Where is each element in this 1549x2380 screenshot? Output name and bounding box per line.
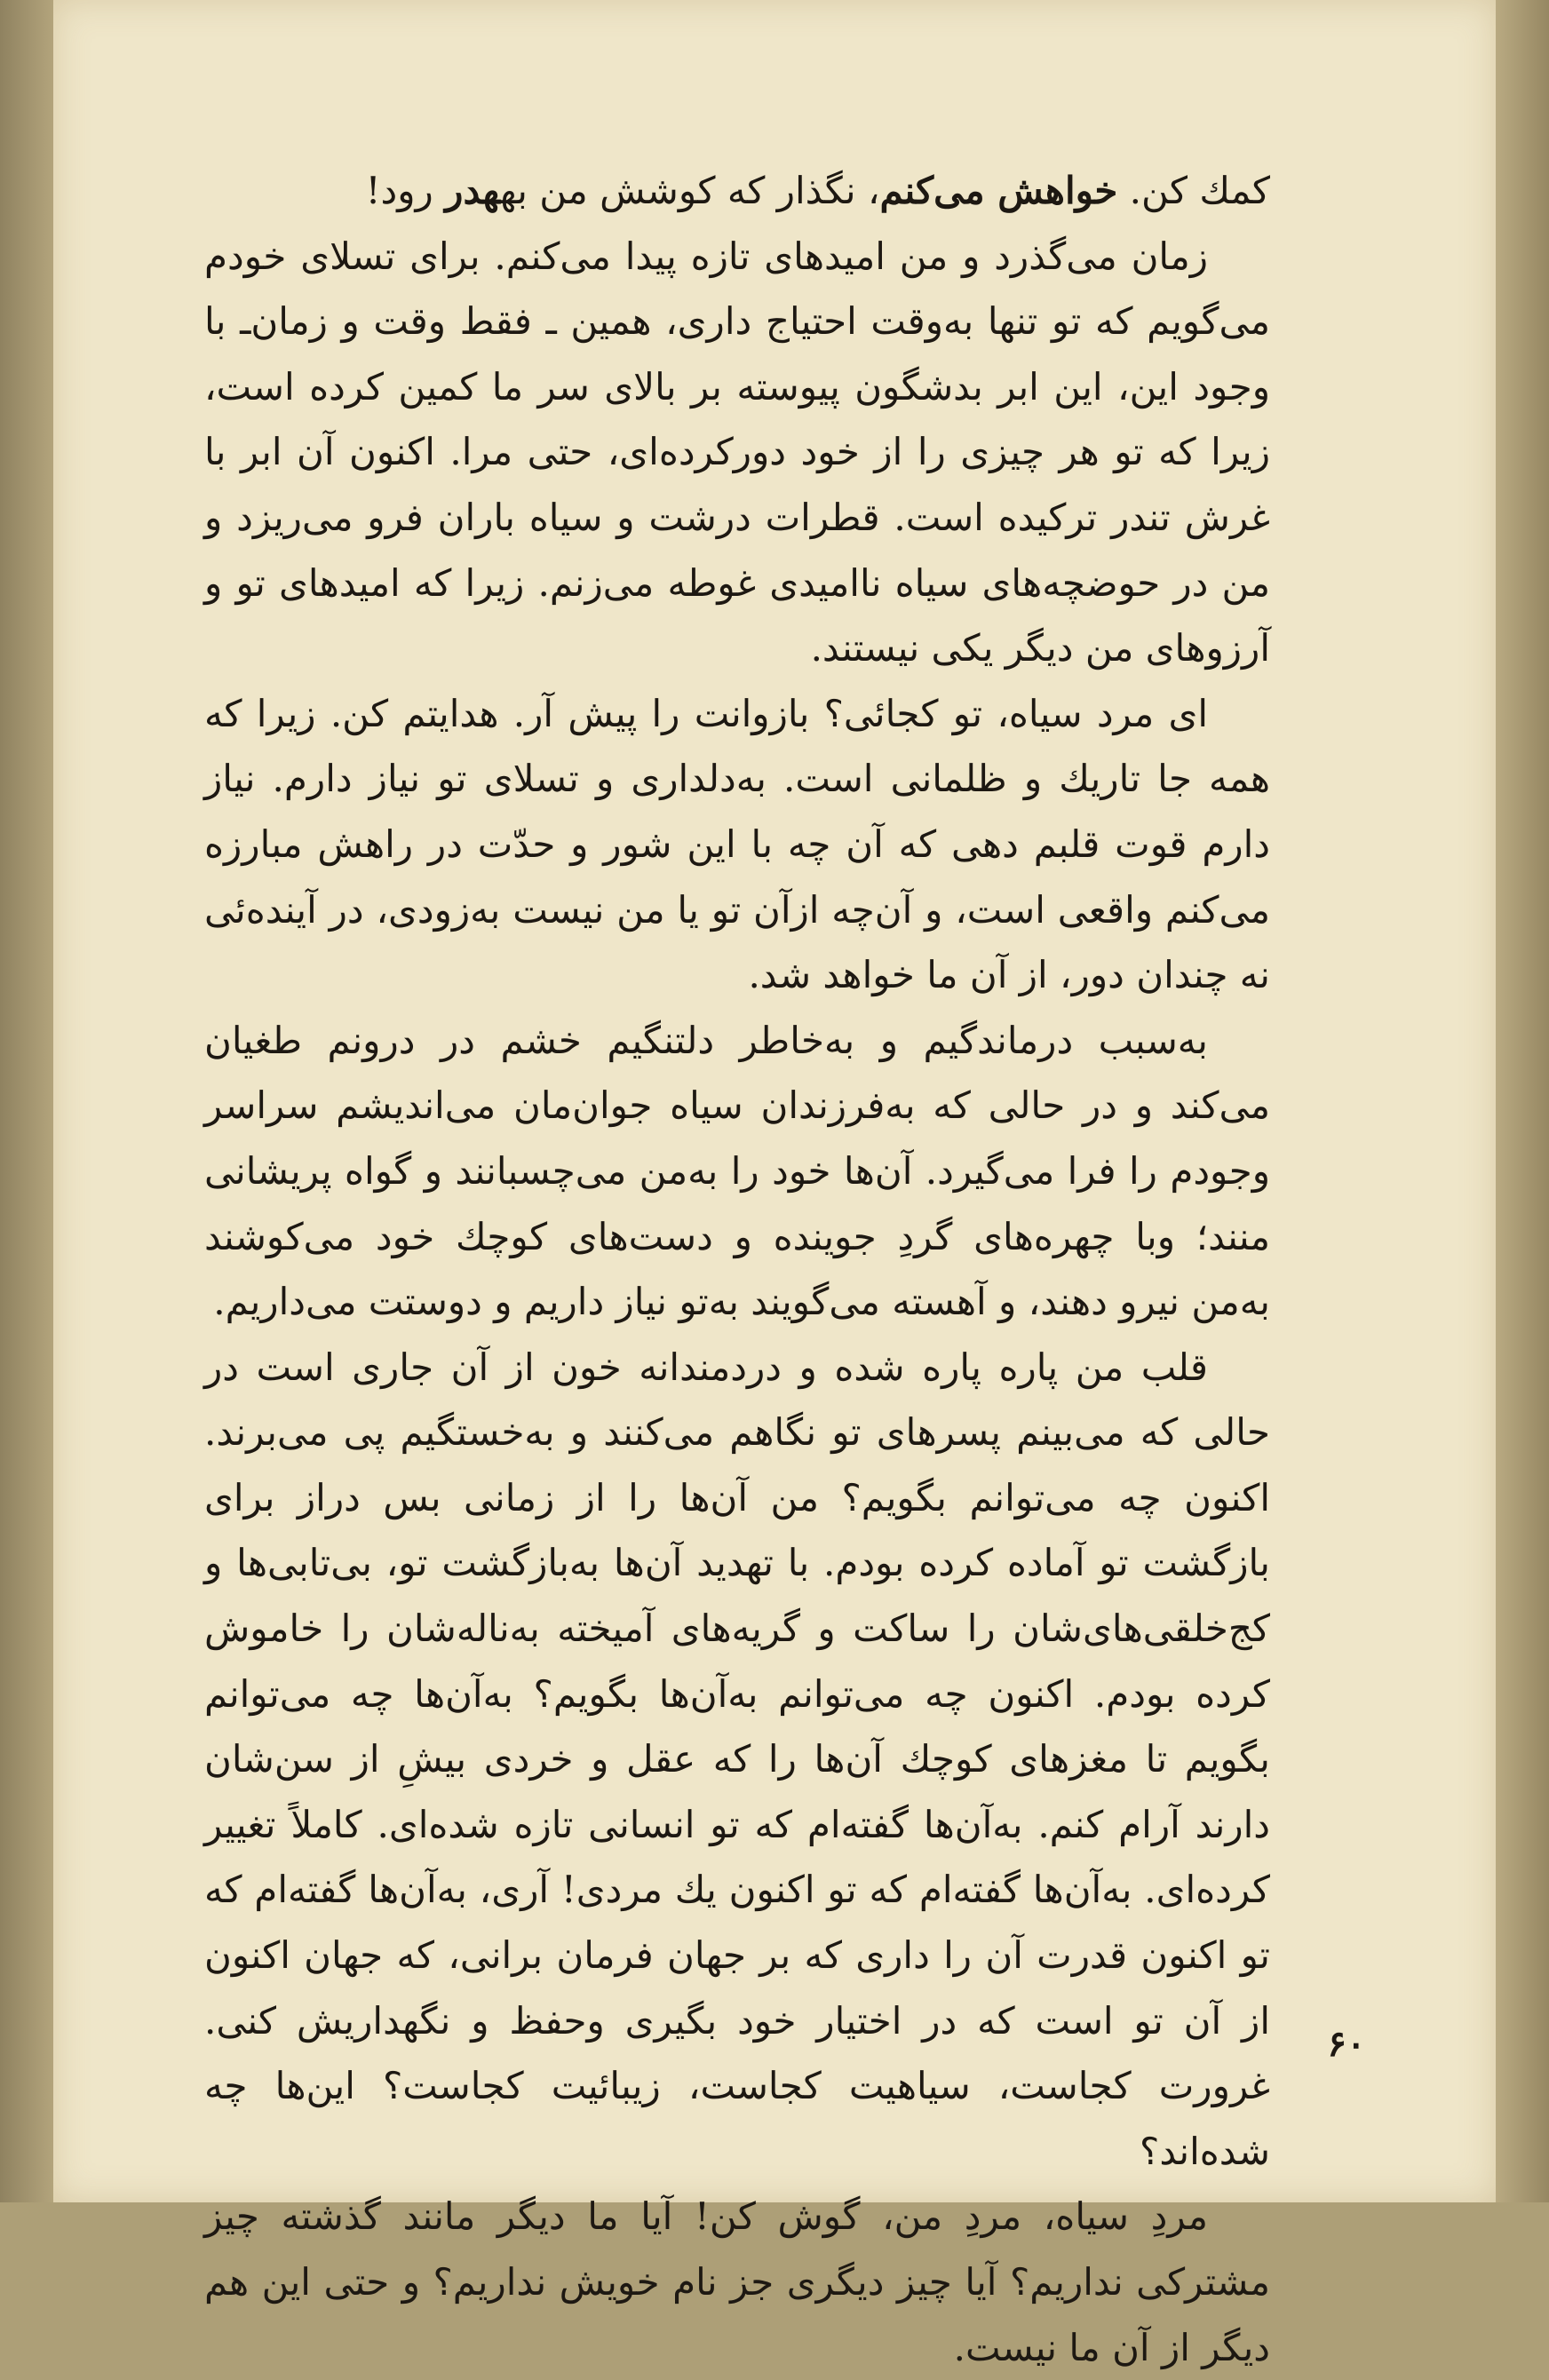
paragraph-1-segment-4: هدر: [445, 169, 500, 212]
paragraph-1-segment-2: خواهش می‌کنم: [879, 169, 1118, 212]
book-gutter-shadow: [0, 0, 53, 2202]
body-text: [204, 158, 1270, 2380]
paragraph-5: قلب من پاره پاره شده و دردمندانه خون از آن جاری است در حالی که می‌بینم پسرهای تو نگاهم می‌کنند و به‌خستگیم پی می‌برند. اکنون چه می‌توانم بگویم؟ من آن‌ها را از زمانی بس دراز برای بازگشت تو آماده کرده بودم. با تهدید آن‌ها به‌بازگشت تو، بی‌تابی‌ها و کج‌خلقی‌های‌شان را ساکت و گریه‌های آمیخته به‌ناله‌شان را خاموش کرده بودم. اکنون چه می‌توانم به‌آن‌ها بگویم؟ به‌آن‌ها چه می‌توانم بگویم تا مغزهای کوچك آن‌ها را که عقل و خردی بیشِ از سن‌شان دارند آرام کنم. به‌آن‌ها گفته‌ام که تو انسانی تازه شده‌ای. کاملاً تغییر کرده‌ای. به‌آن‌ها گفته‌ام که تو اکنون یك مردی! آری، به‌آن‌ها گفته‌ام که تو اکنون قدرت آن را داری که بر جهان فرمان برانی، که جهان اکنون از آن تو است که در اختیار خود بگیری وحفظ و نگهداریش کنی. غرورت کجاست، سیاهیت کجاست، زیبائیت کجاست؟ این‌ها چه شده‌اند؟: [204, 1345, 1270, 2173]
paragraph-4: به‌سبب درماندگیم و به‌خاطر دلتنگیم خشم در درونم طغیان می‌کند و در حالی که به‌فرزندان سیاه جوان‌مان می‌اندیشم سراسر وجودم را فرا می‌گیرد. آن‌ها خود را به‌من می‌چسبانند و گواه پریشانی منند؛ وبا چهره‌های گردِ جوینده و دست‌های کوچك خود می‌کوشند به‌من نیرو دهند، و آهسته می‌گویند به‌تو نیاز داریم و دوستت می‌داریم.: [204, 1018, 1270, 1324]
page-number: ۶۰: [1327, 2023, 1366, 2065]
paragraph-6: مردِ سیاه، مردِ من، گوش کن! آیا ما دیگر مانند گذشته چیز مشترکی نداریم؟ آیا چیز دیگری جز نام خویش نداریم؟ و حتی این هم دیگر از آن ما نیست.: [204, 2194, 1270, 2369]
paragraph-1-segment-5: رود!: [365, 169, 446, 212]
paragraph-2: زمان می‌گذرد و من امیدهای تازه پیدا می‌کنم. برای تسلای خودم می‌گویم که تو تنها به‌وقت احتیاج داری، همین ـ فقط وقت و زمان‌ـ با وجود این، این ابر بدشگون پیوسته بر بالای سر ما کمین کرده است، زیرا که تو هر چیزی را از خود دورکرده‌ای، حتی مرا. اکنون آن ابر با غرش تندر ترکیده است. قطرات درشت و سیاه باران فرو می‌ریزد و من در حوضچه‌های سیاه نا‌امیدی غوطه می‌زنم. زیرا که امیدهای تو و آرزوهای من دیگر یکی نیستند.: [204, 234, 1270, 670]
paragraph-3: ای مرد سیاه، تو کجائی؟ بازوانت را پیش آر. هدایتم کن. زیرا که همه جا تاریك و ظلمانی است. به‌دلداری و تسلای تو نیاز دارم. نیاز دارم قوت قلبم دهی که آن چه با این شور و حدّت در راهش مبارزه می‌کنم واقعی است، و آن‌چه ازآن تو یا من نیست به‌زودی، در آینده‌ئی نه چندان دور، از آن ما خواهد شد.: [204, 691, 1270, 997]
book-page-edge: [1496, 0, 1549, 2202]
paragraph-1-segment-1: کمك کن.: [1117, 169, 1270, 212]
paragraph-1-segment-3: ، نگذار که کوشش من به: [499, 169, 880, 212]
paragraph-1: [204, 158, 1270, 224]
